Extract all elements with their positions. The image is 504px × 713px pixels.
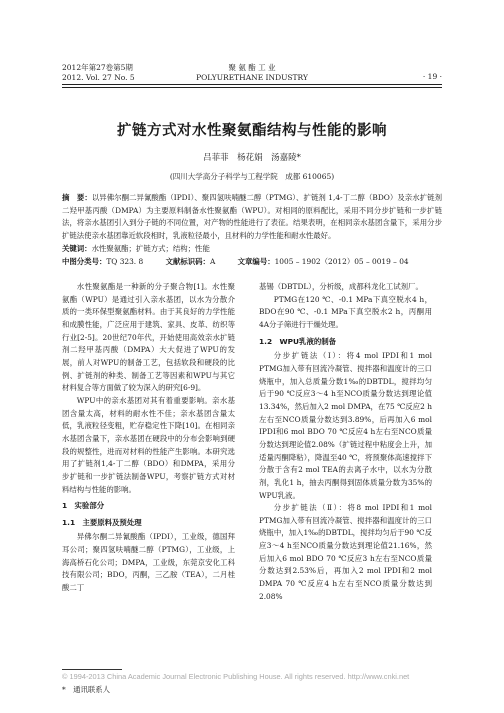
doc-code-label: 文献标识码： xyxy=(165,257,210,266)
keywords-label: 关键词： xyxy=(62,244,92,253)
keywords-text: 水性聚氨酯；扩链方式；结构；性能 xyxy=(91,244,210,253)
subsection-heading: 1.1 主要原料及预处理 xyxy=(62,517,142,527)
classification-line xyxy=(62,256,442,269)
paragraph: PTMG在120 ℃、-0.1 MPa下真空脱水4 h，BDO在90 ℃、-0.1 MPa下真空脱水2 h，丙酮用4A分子筛进行干燥处理。 xyxy=(259,294,432,329)
clc xyxy=(62,257,143,266)
journal-name-en: POLYURETHANE INDUSTRY xyxy=(196,72,308,82)
issue-line-cn: 2012年第27卷第5期 xyxy=(62,63,133,72)
paragraph: WPU中的亲水基团对其有着重要影响。亲水基团含量太高，材料的耐水性不佳；亲水基团含量太低，乳液粒径变粗，贮存稳定性下降[10]。在相同亲水基团含量下，亲水基团在硬段中的分布会影响到硬段的规整性，进而对材料的性能产生影响。本研究选用了扩链剂1,4-丁二醇（BDO）和DMPA，采用分步扩链和一步扩链法制备WPU，考察扩链方式对材料结构与性能的影响。 xyxy=(62,395,235,494)
abstract-text: 以异佛尔酮二异氰酸酯（IPDI）、聚四氢呋喃醚二醇（PTMG）、扩链剂 1,4-丁二醇（BDO）及亲水扩链剂二羟甲基丙酸（DMPA）为主要原料制备水性聚氨酯（WPU）。对相同的原料配比，采用不同分步扩链和一步扩链法，将亲水基团引入到分子链的不同位置，对产物的性能进行了表征。结果表明，在相同亲水基团含量下，采用分步扩链法使亲水基团靠近软段相时，乳液粒径最小，且材料的力学性能和耐水性最好。 xyxy=(62,193,442,240)
abstract-label: 摘 要： xyxy=(62,193,92,202)
paragraph: 基锡（DBTDL），分析级，成都科龙化工试剂厂。 xyxy=(259,282,423,291)
article-authors: 吕菲菲 杨花娟 汤嘉陵* xyxy=(203,153,301,163)
section-heading: 1 实验部分 xyxy=(62,501,105,511)
paragraph: 分步扩链法（Ⅱ）：将8 mol IPDI和1 mol PTMG加入带有回流冷凝管、搅拌器和温度计的三口烧瓶中，加入1‰的DBTDL，搅拌均匀后于90 ℃反应3～4 h至NCO质量分数达到理论值21.16%，然后加入6 mol BDO 70 ℃反应3 h左右至NCO质量分数达到2.53%后，再加入2 mol IPDI和2 mol DMPA 70 ℃反应4 h左右至NCO质量分数达到2.08% xyxy=(259,503,432,601)
footnote: * 通讯联系人 xyxy=(62,685,111,694)
doc-code-value: A xyxy=(209,257,216,266)
issue-line-en: 2012. Vol. 27 No. 5 xyxy=(62,72,135,82)
clc-label: 中图分类号： xyxy=(62,257,107,266)
header-rule-thin xyxy=(62,87,442,88)
paragraph: 水性聚氨酯是一种新的分子聚合物[1]。水性聚氨酯（WPU）是通过引入亲水基团，以水为分散介质的一类环保型聚氨酯材料。由于其良好的力学性能和成膜性能，广泛应用于建筑、家具、皮革、纺织等行业[2-5]。20世纪70年代，开始使用高效亲水扩链剂二羟甲基丙酸（DMPA）大大促进了WPU的发展，前人对WPU的制备工艺，包括软段和硬段的比例、扩链剂的种类、制备工艺等因素和WPU与其它材料复合等方面做了较为深入的研究[6-9]。 xyxy=(62,282,235,393)
article-affiliation: (四川大学高分子科学与工程学院 成都 610065) xyxy=(169,172,335,181)
page-number: · 19 · xyxy=(422,72,442,81)
article-number-value: 1005 – 1902（2012）05 – 0019 – 04 xyxy=(274,257,409,266)
footnote-rule xyxy=(62,669,122,670)
article-title: 扩链方式对水性聚氨酯结构与性能的影响 xyxy=(117,123,387,139)
body-column-right xyxy=(259,281,432,603)
paragraph: 分步扩链法（Ⅰ）：将4 mol IPDI和1 mol PTMG加入带有回流冷凝管、搅拌器和温度计的三口烧瓶中，加入总质量分数1‰的DBTDL，搅拌均匀后于90 ℃反应3～4 h至NCO质量分数达到理论值13.34%，然后加入2 mol DMPA，在75 ℃反应2 h左右至NCO质量分数达到3.89%，后再加入6 mol IPDI和6 mol BDO 70 ℃反应4 h左右至NCO质量分数达到理论值2.08%（扩链过程中粘度会上升，加适量丙酮降粘），降温至40 ℃，将预聚体高速搅拌下分散于含有2 mol TEA的去离子水中，以水为分散剂，乳化1 h，抽去丙酮得到固体质量分数为35%的WPU乳液。 xyxy=(259,351,432,500)
body-column-left xyxy=(62,281,235,595)
article-number xyxy=(238,257,409,266)
cnki-watermark: © 1994-2013 China Academic Journal Electronic Publishing House. All rights reserved. http://www.cnki.net xyxy=(62,672,410,681)
header-rule xyxy=(62,84,442,85)
doc-code xyxy=(166,257,216,266)
clc-value: TQ 323. 8 xyxy=(106,257,144,266)
journal-name-cn: 聚 氨 酯 工 业 xyxy=(228,63,276,72)
abstract xyxy=(62,192,442,242)
article-number-label: 文章编号： xyxy=(237,257,275,266)
subsection-heading: 1.2 WPU乳液的制备 xyxy=(259,336,337,346)
paragraph: 异佛尔酮二异氰酸酯（IPDI），工业级，德国拜耳公司；聚四氢呋喃醚二醇（PTMG），工业级，上海高桥石化公司；DMPA，工业级，东莞京安化工科技有限公司；BDO，丙酮，三乙胺（TEA），二月桂酸二丁 xyxy=(62,532,235,593)
keywords xyxy=(62,243,442,256)
